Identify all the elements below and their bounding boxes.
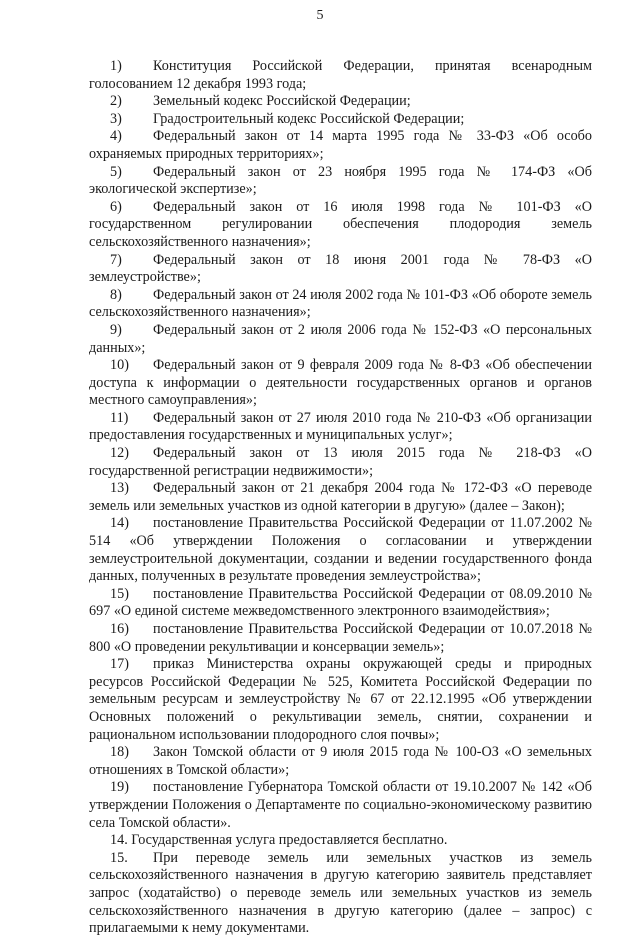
clause-15-number: 15. [110, 849, 128, 866]
legal-basis-item-text: Земельный кодекс Российской Федерации; [153, 93, 411, 110]
legal-basis-item-number: 8) [110, 286, 122, 303]
legal-basis-item-number: 10) [110, 357, 129, 374]
legal-basis-item-number: 12) [110, 445, 129, 462]
legal-basis-item [89, 93, 592, 111]
legal-basis-item-text: Федеральный закон от 2 июля 2006 года № 152-ФЗ «О персональных данных»; [89, 321, 592, 356]
legal-basis-item-number: 18) [110, 744, 129, 761]
legal-basis-item-text: Федеральный закон от 27 июля 2010 года № 210-ФЗ «Об организации предоставления государственных и муниципальных услуг»; [89, 409, 592, 444]
legal-basis-item [89, 357, 592, 410]
legal-basis-item-number: 11) [110, 409, 129, 426]
legal-basis-item-text: Федеральный закон от 16 июля 1998 года № 101-ФЗ «О государственном регулировании обеспечения плодородия земель сельскохозяйственного назначения»; [89, 198, 592, 250]
legal-basis-item [89, 744, 592, 779]
legal-basis-item-number: 15) [110, 585, 129, 602]
legal-basis-item [89, 58, 592, 93]
legal-basis-item [89, 480, 592, 515]
legal-basis-item-number: 6) [110, 198, 122, 215]
legal-basis-item-number: 14) [110, 515, 129, 532]
legal-basis-item-text: приказ Министерства охраны окружающей среды и природных ресурсов Российской Федерации № 525, Комитета Российской Федерации по земельным ресурсам и землеустройству № 67 от 22.12.1995 «Об утверждении Основных положений о рекультивации земель, снятии, сохранении и рациональном использовании плодородного слоя почвы»; [89, 656, 592, 743]
legal-basis-item-text: постановление Губернатора Томской области от 19.10.2007 № 142 «Об утверждении Положения о Департаменте по социально-экономическому развитию села Томской области». [89, 779, 592, 831]
clause-15 [89, 850, 592, 938]
legal-basis-item-text: постановление Правительства Российской Федерации от 11.07.2002 № 514 «Об утверждении Положения о согласовании и утверждении землеустроительной документации, создании и ведении государственного фонда данных, полученных в результате проведения землеустройства»; [89, 515, 592, 585]
legal-basis-item [89, 128, 592, 163]
legal-basis-item-text: Федеральный закон от 13 июля 2015 года № 218-ФЗ «О государственной регистрации недвижимости»; [89, 445, 592, 479]
legal-basis-item-number: 9) [110, 321, 122, 338]
legal-basis-item-text: постановление Правительства Российской Федерации от 10.07.2018 № 800 «О проведении рекультивации и консервации земель»; [89, 621, 592, 655]
clause-14: 14. Государственная услуга предоставляется бесплатно. [110, 832, 448, 849]
legal-basis-item [89, 410, 592, 445]
legal-basis-item [89, 445, 592, 480]
legal-basis-item-number: 19) [110, 779, 129, 796]
document-body [89, 58, 592, 938]
legal-basis-item-text: Федеральный закон от 14 марта 1995 года № 33-ФЗ «Об особо охраняемых природных территориях»; [89, 128, 592, 162]
legal-basis-item-number: 7) [110, 251, 122, 268]
legal-basis-item [89, 111, 592, 129]
legal-basis-item-text: постановление Правительства Российской Федерации от 08.09.2010 № 697 «О единой системе межведомственного электронного взаимодействия»; [89, 585, 592, 620]
legal-basis-item-number: 13) [110, 480, 129, 497]
legal-basis-item [89, 164, 592, 199]
page-number: 5 [316, 8, 324, 23]
legal-basis-item [89, 252, 592, 287]
legal-basis-item [89, 779, 592, 832]
legal-basis-item [89, 515, 592, 585]
legal-basis-item-text: Закон Томской области от 9 июля 2015 года № 100-ОЗ «О земельных отношениях в Томской области»; [89, 744, 592, 778]
legal-basis-item-number: 16) [110, 621, 129, 637]
legal-basis-item-text: Федеральный закон от 21 декабря 2004 года № 172-ФЗ «О переводе земель или земельных участков из одной категории в другую» (далее – Закон); [89, 480, 592, 514]
legal-basis-item-text: Федеральный закон от 24 июля 2002 года № 101-ФЗ «Об обороте земель сельскохозяйственного назначения»; [89, 286, 592, 321]
legal-basis-item-text: Конституция Российской Федерации, принятая всенародным голосованием 12 декабря 1993 года; [89, 58, 592, 92]
legal-basis-item-number: 4) [110, 128, 122, 145]
legal-basis-item-number: 5) [110, 163, 122, 180]
legal-basis-item [89, 287, 592, 322]
legal-basis-item-number: 1) [110, 58, 122, 74]
legal-basis-item-number: 17) [110, 656, 129, 673]
legal-basis-item-text: Федеральный закон от 23 ноября 1995 года № 174-ФЗ «Об экологической экспертизе»; [89, 163, 592, 198]
legal-basis-item [89, 322, 592, 357]
legal-basis-item [89, 586, 592, 621]
legal-basis-item [89, 656, 592, 744]
legal-basis-item-number: 2) [110, 93, 122, 110]
legal-basis-item-text: Федеральный закон от 9 февраля 2009 года № 8-ФЗ «Об обеспечении доступа к информации о деятельности государственных органов и органов местного самоуправления»; [89, 357, 592, 409]
legal-basis-item [89, 199, 592, 252]
legal-basis-item-text: Градостроительный кодекс Российской Федерации; [153, 110, 465, 127]
clause-15-text: При переводе земель или земельных участков из земель сельскохозяйственного назначения в другую категорию заявитель представляет запрос (ходатайство) о переводе земель или земельных участков из земель сельскохозяйственного назначения в другую категорию (далее – запрос) с прилагаемыми к нему документами. [89, 849, 592, 937]
legal-basis-item [89, 621, 592, 656]
legal-basis-item-text: Федеральный закон от 18 июня 2001 года № 78-ФЗ «О землеустройстве»; [89, 251, 592, 286]
legal-basis-item-number: 3) [110, 110, 122, 127]
legal-basis-list [89, 58, 592, 832]
